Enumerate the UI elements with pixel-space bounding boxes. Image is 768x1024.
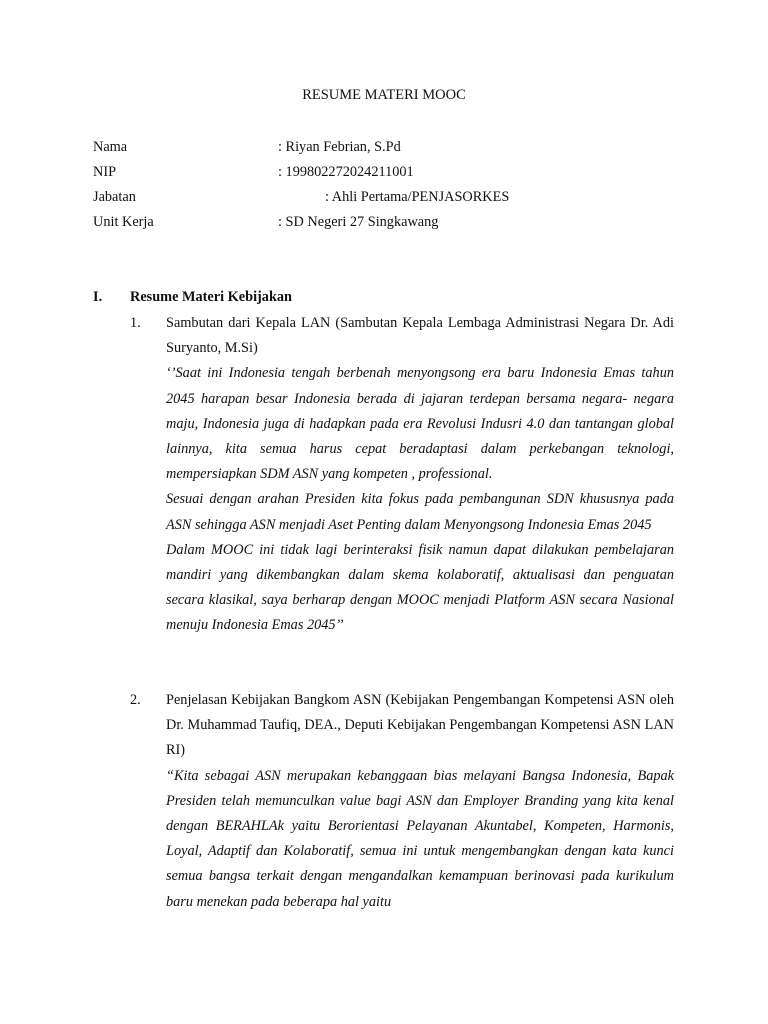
item-body [166, 688, 674, 915]
item-number: 1. [130, 315, 141, 331]
meta-value: : 199802272024211001 [278, 164, 414, 180]
quote-paragraph: Sesuai dengan arahan Presiden kita fokus pada pembangunan SDN khususnya pada ASN sehingga ASN menjadi Aset Penting dalam Menyongsong Indonesia Emas 2045 [166, 491, 674, 533]
item-number: 2. [130, 692, 141, 708]
meta-value: : Riyan Febrian, S.Pd [278, 139, 401, 155]
meta-value: : Ahli Pertama/PENJASORKES [325, 189, 510, 205]
section-title: Resume Materi Kebijakan [130, 289, 293, 305]
meta-label: Unit Kerja [93, 214, 154, 230]
meta-row-nip [93, 162, 693, 182]
meta-row-nama [93, 137, 693, 157]
item-heading: Sambutan dari Kepala LAN (Sambutan Kepala Lembaga Administrasi Negara Dr. Adi Suryanto, M.Si) [166, 315, 674, 357]
quote-paragraph: ‘’Saat ini Indonesia tengah berbenah menyongsong era baru Indonesia Emas tahun 2045 harapan besar Indonesia berada di jajaran terdepan bersama negara- negara maju, Indonesia juga di hadapkan pada era Revolusi Indusri 4.0 dan tantangan global lainnya, kita semua harus cepat beradaptasi dalam perkebangan teknologi, mempersiapkan SDM ASN yang kompeten , professional. [166, 365, 674, 483]
quote-paragraph: “Kita sebagai ASN merupakan kebanggaan bias melayani Bangsa Indonesia, Bapak Presiden telah memunculkan value bagi ASN dan Employer Branding yang kita kenal dengan BERAHLAk yaitu Berorientasi Pelayanan Akuntabel, Kompeten, Harmonis, Loyal, Adaptif dan Kolaboratif, semua ini untuk mengembangkan dengan kata kunci semua bangsa terkait dengan mengandalkan kemampuan berinovasi pada kurikulum baru menekan pada beberapa hal yaitu [166, 767, 674, 910]
section-number: I. [93, 289, 103, 305]
meta-label: Nama [93, 139, 128, 155]
meta-row-jabatan [93, 187, 693, 207]
meta-label: NIP [93, 164, 117, 180]
meta-value: : SD Negeri 27 Singkawang [278, 214, 439, 230]
quote-paragraph: Dalam MOOC ini tidak lagi berinteraksi fisik namun dapat dilakukan pembelajaran mandiri yang dikembangkan dalam skema kolaboratif, aktualisasi dan penguatan secara klasikal, saya berharap dengan MOOC menjadi Platform ASN secara Nasional menuju Indonesia Emas 2045’’ [166, 541, 674, 634]
document-title: RESUME MATERI MOOC [302, 87, 466, 103]
item-heading: Penjelasan Kebijakan Bangkom ASN (Kebijakan Pengembangan Kompetensi ASN oleh Dr. Muhammad Taufiq, DEA., Deputi Kebijakan Pengembangan Kompetensi ASN LAN RI) [166, 692, 674, 759]
meta-label: Jabatan [93, 189, 136, 205]
item-body [166, 311, 674, 639]
meta-row-unit-kerja [93, 212, 693, 232]
